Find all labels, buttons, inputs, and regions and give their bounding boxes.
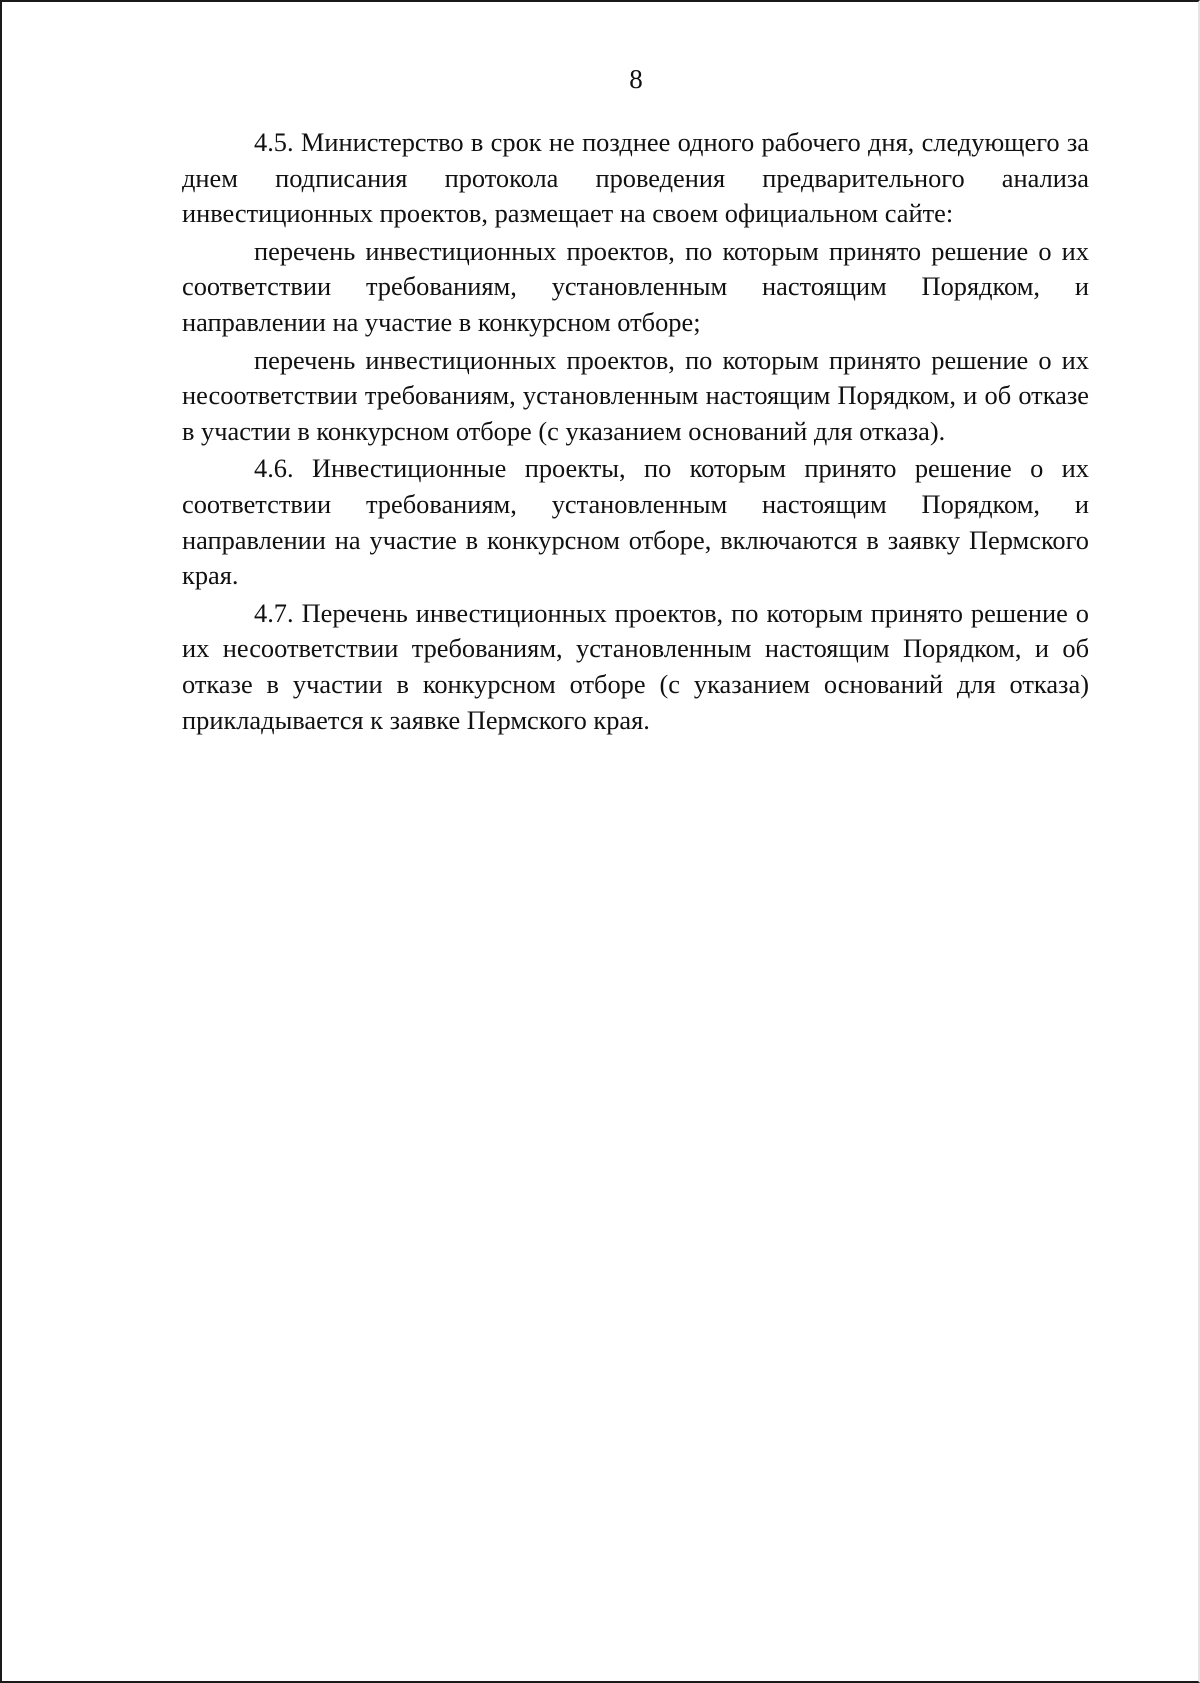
paragraph-4-5: 4.5. Министерство в срок не позднее одного рабочего дня, следующего за днем подписания протокола проведения предварительного анализа инвестиционных проектов, размещает на своем официальном сайте: bbox=[182, 127, 1089, 229]
paragraph-list-item-noncompliant: перечень инвестиционных проектов, по которым принято решение о их несоответствии требованиям, установленным настоящим Порядком, и об отказе в участии в конкурсном отборе (с указанием оснований для отказа). bbox=[182, 344, 1089, 446]
page-number: 8 bbox=[629, 64, 643, 94]
paragraph-list-item-compliant: перечень инвестиционных проектов, по которым принято решение о их соответствии требованиям, установленным настоящим Порядком, и направлении на участие в конкурсном отборе; bbox=[182, 235, 1089, 337]
paragraph-4-6: 4.6. Инвестиционные проекты, по которым принято решение о их соответствии требованиям, установленным настоящим Порядком, и направлении на участие в конкурсном отборе, включаются в заявку Пермского края. bbox=[182, 453, 1089, 591]
paragraph-4-7: 4.7. Перечень инвестиционных проектов, по которым принято решение о их несоответствии требованиям, установленным настоящим Порядком, и об отказе в участии в конкурсном отборе (с указанием оснований для отказа) прикладывается к заявке Пермского края. bbox=[182, 597, 1089, 735]
document-body bbox=[182, 125, 1089, 738]
